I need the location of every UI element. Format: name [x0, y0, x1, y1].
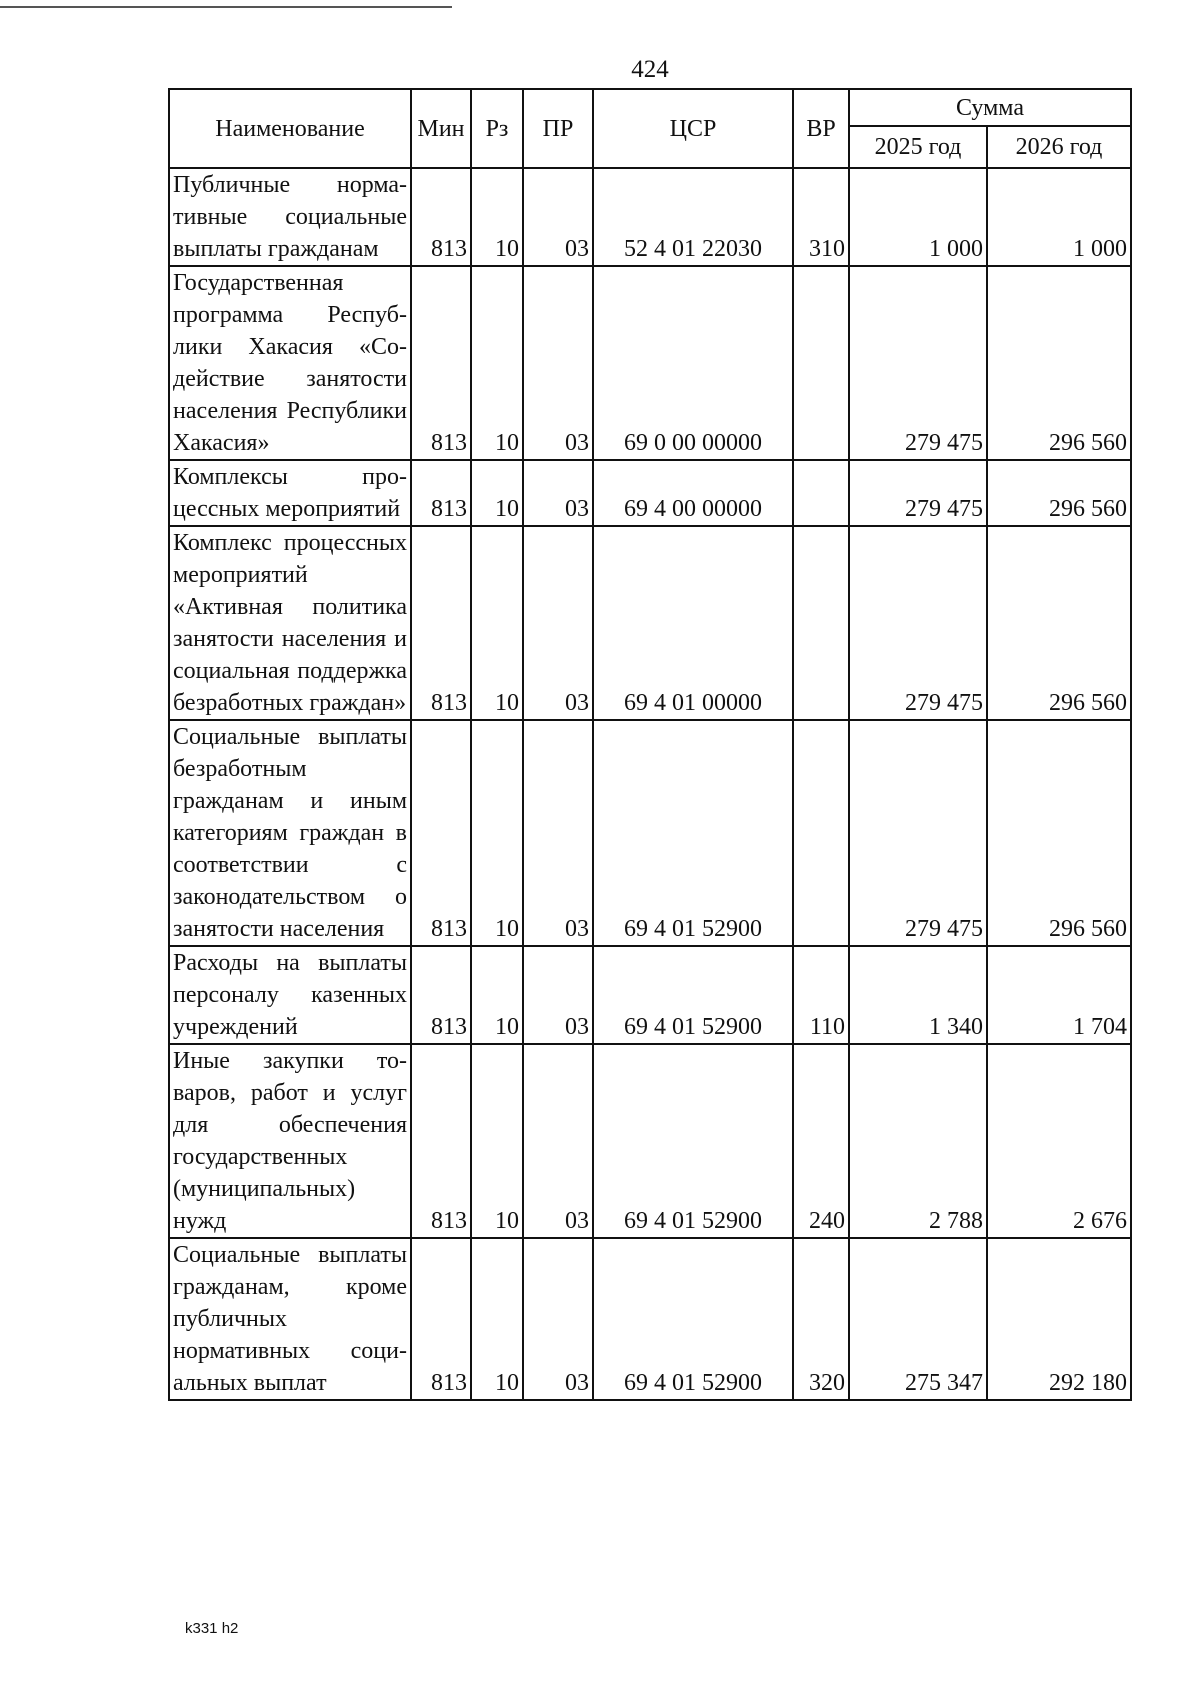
- cell-min: 813: [411, 720, 471, 946]
- cell-min: 813: [411, 1238, 471, 1400]
- budget-table: [168, 88, 1132, 1401]
- cell-rz: 10: [471, 720, 523, 946]
- cell-vr: 240: [793, 1044, 849, 1238]
- cell-2025: 1 340: [849, 946, 987, 1044]
- cell-csr: 52 4 01 22030: [593, 168, 793, 266]
- table-row: [169, 720, 1131, 946]
- cell-min: 813: [411, 266, 471, 460]
- top-rule: [0, 6, 452, 8]
- cell-vr: [793, 460, 849, 526]
- cell-pr: 03: [523, 266, 593, 460]
- table-row: [169, 266, 1131, 460]
- col-header-min: Мин: [411, 89, 471, 168]
- cell-name: Иные закупки товаров, работ и услуг для обеспечения государственных (муниципальных) нужд: [169, 1044, 411, 1238]
- cell-min: 813: [411, 168, 471, 266]
- cell-2025: 279 475: [849, 526, 987, 720]
- cell-vr: [793, 720, 849, 946]
- cell-2025: 279 475: [849, 720, 987, 946]
- cell-2025: 279 475: [849, 460, 987, 526]
- cell-pr: 03: [523, 460, 593, 526]
- cell-name: Комплексы процессных мероприятий: [169, 460, 411, 526]
- col-header-pr: ПР: [523, 89, 593, 168]
- cell-min: 813: [411, 460, 471, 526]
- cell-name: Социальные выплаты гражданам, кроме публичных нормативных социальных выплат: [169, 1238, 411, 1400]
- cell-vr: 110: [793, 946, 849, 1044]
- cell-rz: 10: [471, 266, 523, 460]
- cell-csr: 69 4 01 52900: [593, 1044, 793, 1238]
- cell-min: 813: [411, 946, 471, 1044]
- cell-rz: 10: [471, 1044, 523, 1238]
- cell-min: 813: [411, 1044, 471, 1238]
- cell-vr: 310: [793, 168, 849, 266]
- cell-csr: 69 0 00 00000: [593, 266, 793, 460]
- cell-2025: 2 788: [849, 1044, 987, 1238]
- header-row: [169, 89, 1131, 126]
- cell-2025: 279 475: [849, 266, 987, 460]
- cell-rz: 10: [471, 526, 523, 720]
- table-row: [169, 460, 1131, 526]
- cell-2025: 275 347: [849, 1238, 987, 1400]
- cell-csr: 69 4 01 52900: [593, 946, 793, 1044]
- cell-2026: 296 560: [987, 460, 1131, 526]
- cell-2026: 2 676: [987, 1044, 1131, 1238]
- cell-csr: 69 4 01 52900: [593, 720, 793, 946]
- cell-pr: 03: [523, 1238, 593, 1400]
- cell-rz: 10: [471, 1238, 523, 1400]
- cell-vr: 320: [793, 1238, 849, 1400]
- cell-vr: [793, 266, 849, 460]
- table-row: [169, 1238, 1131, 1400]
- cell-name: Социальные выплаты безработным гражданам и иным категориям граждан в соответствии с законодательством о занятости населения: [169, 720, 411, 946]
- col-header-name: Наименование: [169, 89, 411, 168]
- col-header-vr: ВР: [793, 89, 849, 168]
- footer-code: k331 h2: [185, 1620, 239, 1637]
- col-header-2026: 2026 год: [987, 126, 1131, 168]
- cell-name: Государственная программа Республики Хакасия «Содействие занятости населения Республики Хакасия»: [169, 266, 411, 460]
- cell-2026: 292 180: [987, 1238, 1131, 1400]
- cell-2026: 296 560: [987, 266, 1131, 460]
- cell-csr: 69 4 01 00000: [593, 526, 793, 720]
- col-header-2025: 2025 год: [849, 126, 987, 168]
- cell-2026: 1 704: [987, 946, 1131, 1044]
- cell-rz: 10: [471, 168, 523, 266]
- cell-pr: 03: [523, 526, 593, 720]
- page-number: 424: [631, 56, 669, 83]
- table-row: [169, 526, 1131, 720]
- cell-2025: 1 000: [849, 168, 987, 266]
- cell-name: Комплекс процессных мероприятий «Активная политика занятости населения и социальная поддержка безработных граждан»: [169, 526, 411, 720]
- cell-pr: 03: [523, 946, 593, 1044]
- col-header-csr: ЦСР: [593, 89, 793, 168]
- cell-name: Расходы на выплаты персоналу казенных учреждений: [169, 946, 411, 1044]
- cell-2026: 296 560: [987, 526, 1131, 720]
- col-header-rz: Рз: [471, 89, 523, 168]
- cell-2026: 296 560: [987, 720, 1131, 946]
- cell-rz: 10: [471, 946, 523, 1044]
- cell-rz: 10: [471, 460, 523, 526]
- table-row: [169, 946, 1131, 1044]
- cell-vr: [793, 526, 849, 720]
- cell-pr: 03: [523, 168, 593, 266]
- cell-pr: 03: [523, 720, 593, 946]
- cell-2026: 1 000: [987, 168, 1131, 266]
- cell-csr: 69 4 01 52900: [593, 1238, 793, 1400]
- table-row: [169, 168, 1131, 266]
- cell-pr: 03: [523, 1044, 593, 1238]
- table-row: [169, 1044, 1131, 1238]
- col-header-sum: Сумма: [849, 89, 1131, 126]
- cell-name: Публичные нормативные социальные выплаты гражданам: [169, 168, 411, 266]
- cell-csr: 69 4 00 00000: [593, 460, 793, 526]
- cell-min: 813: [411, 526, 471, 720]
